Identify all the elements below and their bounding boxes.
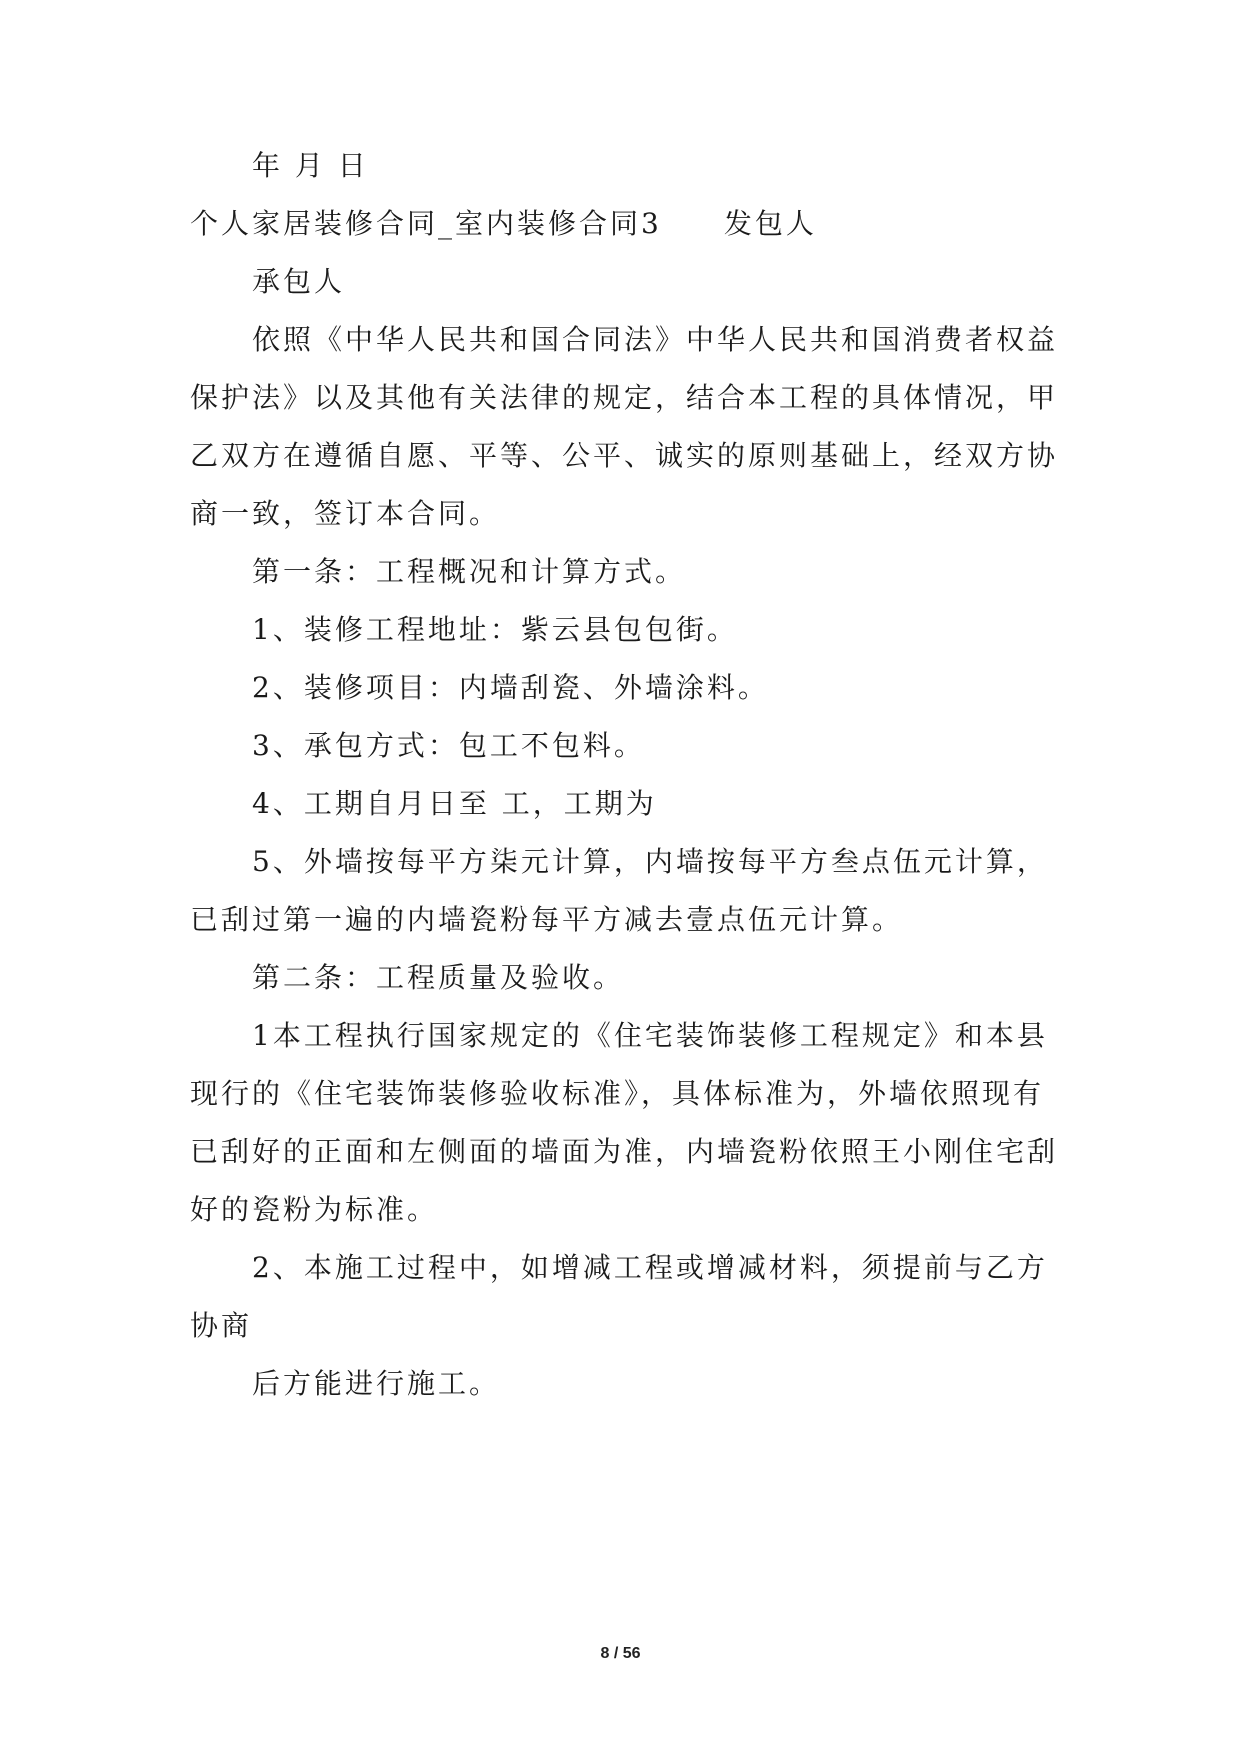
employer-label: 发包人 (723, 207, 817, 240)
document-title: 个人家居装修合同_室内装修合同3 (190, 207, 662, 240)
intro-line: 乙双方在遵循自愿、平等、公平、诚实的原则基础上，经双方协 (190, 439, 1059, 472)
intro-line: 保护法》以及其他有关法律的规定，结合本工程的具体情况，甲 (190, 381, 1059, 414)
article-1-item: 3、承包方式：包工不包料。 (252, 729, 645, 762)
page-number: 8 / 56 (600, 1645, 641, 1662)
document-title-line (190, 204, 1060, 244)
article-1-item: 4、工期自月日至 工，工期为 (252, 787, 657, 820)
closing-line: 后方能进行施工。 (252, 1367, 501, 1400)
intro-line: 依照《中华人民共和国合同法》中华人民共和国消费者权益 (252, 323, 1059, 356)
date-line: 年 月 日 (252, 149, 369, 182)
article-2-item-1: 好的瓷粉为标准。 (190, 1193, 439, 1226)
article-1-item: 1、装修工程地址：紫云县包包街。 (252, 613, 738, 646)
article-1-heading: 第一条：工程概况和计算方式。 (252, 555, 687, 588)
article-2-item-1: 1本工程执行国家规定的《住宅装饰装修工程规定》和本县 (252, 1019, 1048, 1052)
article-2-item-2: 2、本施工过程中，如增减工程或增减材料，须提前与乙方 (252, 1251, 1048, 1284)
article-1-item: 2、装修项目：内墙刮瓷、外墙涂料。 (252, 671, 769, 704)
article-2-heading: 第二条：工程质量及验收。 (252, 961, 625, 994)
article-2-item-1: 已刮好的正面和左侧面的墙面为准，内墙瓷粉依照王小刚住宅刮 (190, 1135, 1059, 1168)
article-1-item-5: 5、外墙按每平方柒元计算，内墙按每平方叁点伍元计算， (252, 845, 1048, 878)
article-2-item-1: 现行的《住宅装饰装修验收标准》，具体标准为，外墙依照现有 (190, 1077, 1045, 1110)
article-2-item-2: 协商 (190, 1309, 253, 1342)
intro-line: 商一致，签订本合同。 (190, 497, 501, 530)
contractor-label: 承包人 (252, 265, 346, 298)
article-1-item-5: 已刮过第一遍的内墙瓷粉每平方减去壹点伍元计算。 (190, 903, 904, 936)
